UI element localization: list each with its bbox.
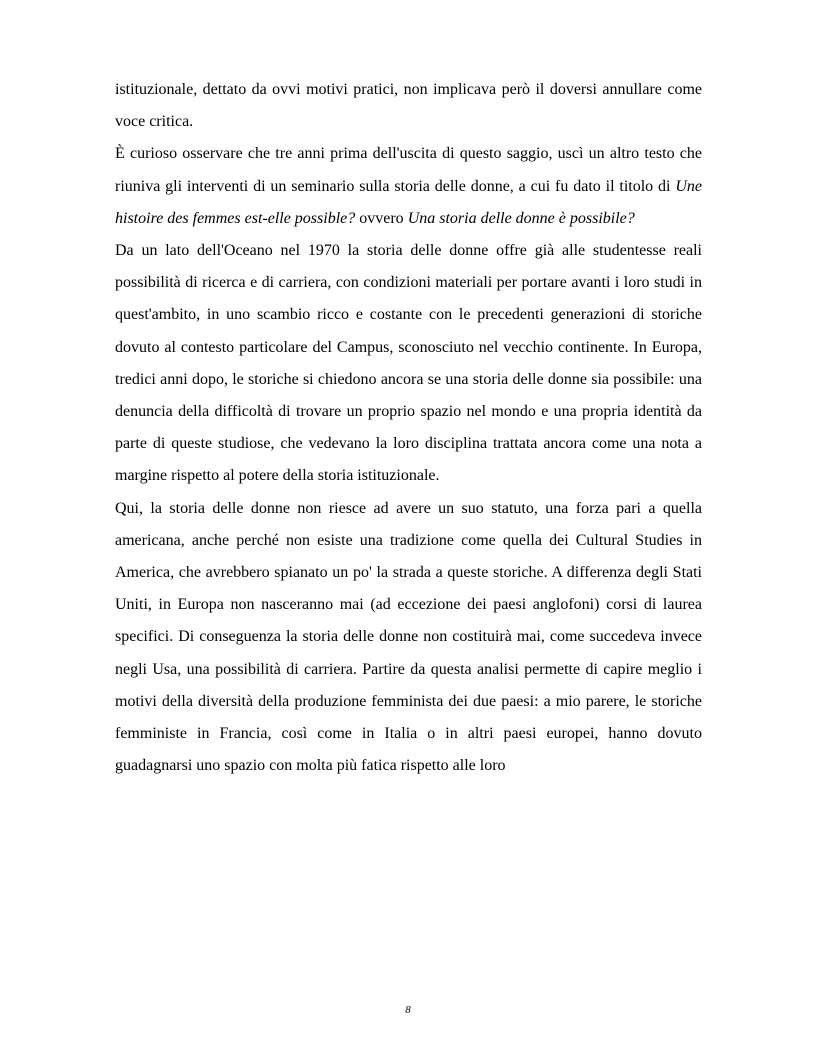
paragraph-2-title-italian: Una storia delle donne è possibile? (407, 209, 635, 227)
paragraph-4-text: Qui, la storia delle donne non riesce ad avere un suo statuto, una forza pari a quella americana, anche perché non esiste una tradizione come quella dei Cultural Studies in America, che avrebbero spianato un po' la strada a queste storiche. A differenza degli Stati Uniti, in Europa non nasceranno mai (ad eccezione dei paesi anglofoni) corsi di laurea specifici. Di conseguenza la storia delle donne non costituirà mai, come succedeva invece negli Usa, una possibilità di carriera. Partire da questa analisi permette di capire meglio i motivi della diversità della produzione femminista dei due paesi: a mio parere, le storiche femministe in Francia, così come in Italia o in altri paesi europei, hanno dovuto guadagnarsi uno spazio con molta più fatica rispetto alle loro (115, 499, 702, 775)
paragraph-4 (115, 493, 702, 783)
paragraph-2-text: È curioso osservare che tre anni prima dell'uscita di questo saggio, uscì un altro testo che riuniva gli interventi di un seminario sulla storia delle donne, a cui fu dato il titolo di (115, 145, 702, 195)
paragraph-1 (115, 74, 702, 138)
paragraph-2-title-french: Une histoire des femmes est-elle possible? (115, 177, 702, 227)
paragraph-1-text: istituzionale, dettato da ovvi motivi pratici, non implicava però il doversi annullare come voce critica. (115, 81, 702, 131)
paragraph-3 (115, 235, 702, 493)
paragraph-2-connector: ovvero (355, 209, 408, 227)
page-number: 8 (405, 1004, 411, 1016)
paragraph-2 (115, 138, 702, 235)
document-body (115, 74, 702, 782)
paragraph-3-text: Da un lato dell'Oceano nel 1970 la storia delle donne offre già alle studentesse reali possibilità di ricerca e di carriera, con condizioni materiali per portare avanti i loro studi in quest'ambito, in uno scambio ricco e costante con le precedenti generazioni di storiche dovuto al contesto particolare del Campus, sconosciuto nel vecchio continente. In Europa, tredici anni dopo, le storiche si chiedono ancora se una storia delle donne sia possibile: una denuncia della difficoltà di trovare un proprio spazio nel mondo e una propria identità da parte di queste studiose, che vedevano la loro disciplina trattata ancora come una nota a margine rispetto al potere della storia istituzionale. (115, 242, 702, 485)
